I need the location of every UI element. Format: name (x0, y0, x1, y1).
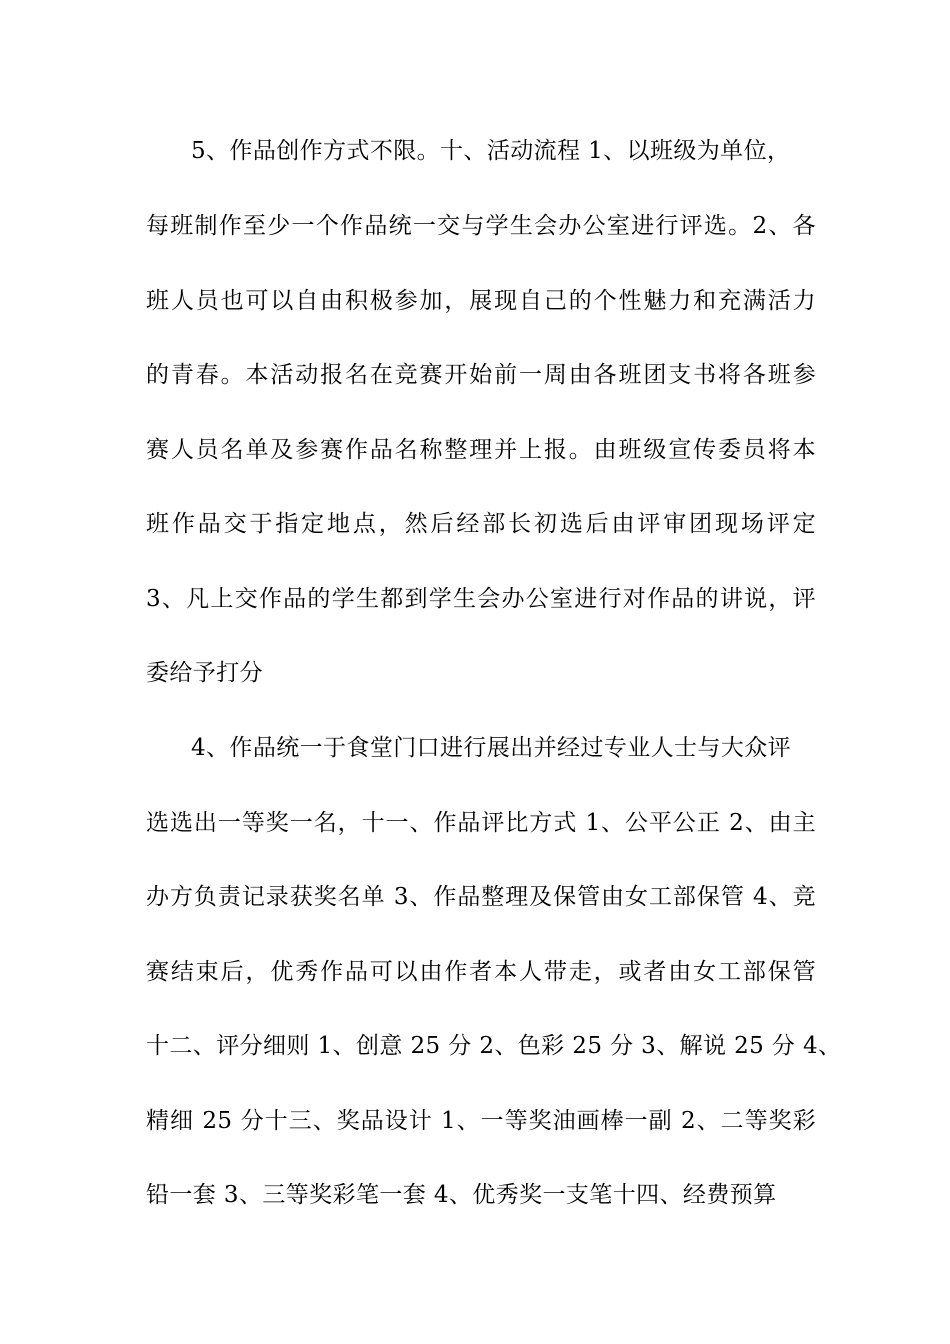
text-line: 的青春。本活动报名在竞赛开始前一周由各班团支书将各班参 (146, 362, 816, 388)
text-line: 精细 25 分十三、奖品设计 1、一等奖油画棒一副 2、二等奖彩 (146, 1108, 816, 1134)
text-line: 委给予打分 (146, 660, 263, 686)
text-line: 4、作品统一于食堂门口进行展出并经过专业人士与大众评 (191, 735, 792, 761)
text-line: 5、作品创作方式不限。十、活动流程 1、以班级为单位， (191, 138, 791, 164)
text-line: 十二、评分细则 1、创意 25 分 2、色彩 25 分 3、解说 25 分 4、 (146, 1033, 842, 1059)
text-line: 铅一套 3、三等奖彩笔一套 4、优秀奖一支笔十四、经费预算 (146, 1182, 777, 1208)
text-line: 选选出一等奖一名，十一、作品评比方式 1、公平公正 2、由主 (146, 810, 816, 836)
text-line: 赛人员名单及参赛作品名称整理并上报。由班级宣传委员将本 (146, 437, 816, 463)
text-line: 班人员也可以自由积极参加，展现自己的个性魅力和充满活力 (146, 288, 816, 314)
text-line: 赛结束后，优秀作品可以由作者本人带走，或者由女工部保管 (146, 959, 816, 985)
text-line: 3、凡上交作品的学生都到学生会办公室进行对作品的讲说，评 (146, 586, 816, 612)
text-line: 每班制作至少一个作品统一交与学生会办公室进行评选。2、各 (146, 213, 816, 239)
text-line: 办方负责记录获奖名单 3、作品整理及保管由女工部保管 4、竞 (146, 884, 816, 910)
text-line: 班作品交于指定地点，然后经部长初选后由评审团现场评定 (146, 511, 816, 537)
